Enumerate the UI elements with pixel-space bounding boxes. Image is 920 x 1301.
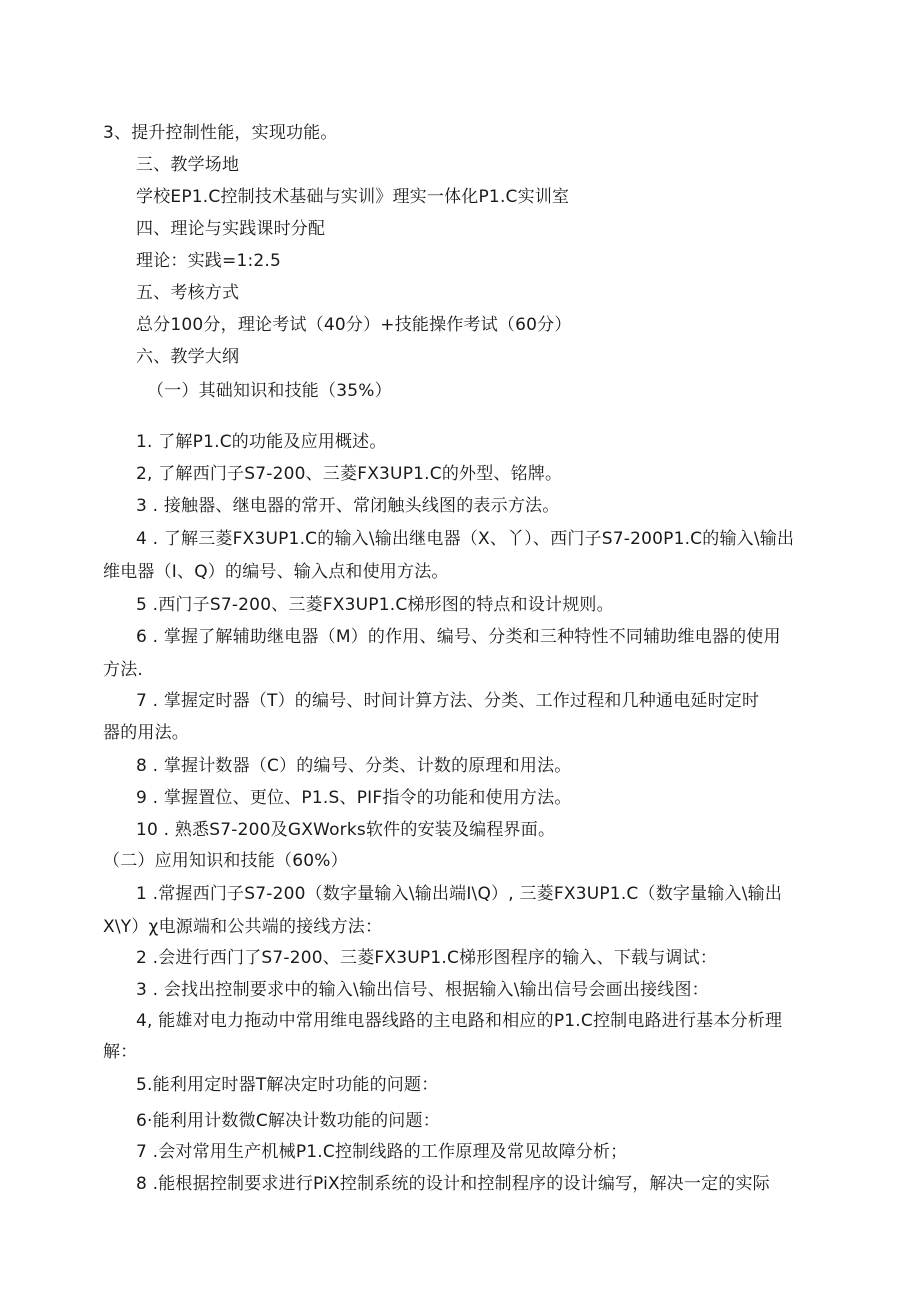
list-item: 6·能利用计数微C解决计数功能的问题： (136, 1111, 440, 1131)
list-item: 5.能利用定时器T解决定时功能的问题： (136, 1075, 439, 1095)
list-item-continuation: X\Y）χ电源端和公共端的接线方法： (103, 917, 383, 937)
list-item: 4, 能雄对电力拖动中常用维电器线路的主电路和相应的P1.C控制电路进行基本分析理 (136, 1011, 783, 1031)
list-item-continuation: 器的用法。 (103, 723, 189, 743)
list-item: 8 . 掌握计数器（C）的编号、分类、计数的原理和用法。 (136, 756, 572, 776)
subsection-heading: （一）其础知识和技能（35%） (147, 381, 392, 401)
list-item: 5 .西门子S7-200、三菱FX3UP1.C梯形图的特点和设计规则。 (136, 595, 614, 615)
list-item: 3 . 接触器、继电器的常开、常闭触头线图的表示方法。 (136, 496, 560, 516)
subsection-heading: （二）应用知识和技能（60%） (103, 851, 348, 871)
list-item: 9 . 掌握置位、更位、P1.S、PIF指令的功能和使用方法。 (136, 788, 572, 808)
list-item: 6 . 掌握了解辅助继电器（M）的作用、编号、分类和三种特性不同辅助维电器的使用 (136, 627, 781, 647)
list-item: 8 .能根据控制要求进行PiX控制系统的设计和控制程序的设计编写，解决一定的实际 (136, 1174, 770, 1194)
list-item: 1. 了解P1.C的功能及应用概述。 (136, 432, 387, 452)
list-item: 3 . 会找出控制要求中的输入\输出信号、根据输入\输出信号会画出接线图： (136, 980, 709, 1000)
text-line: 学校EP1.C控制技术基础与实训》理实一体化P1.C实训室 (136, 187, 570, 207)
list-item: 2 .会进行西门了S7-200、三菱FX3UP1.C梯形图程序的输入、下载与调试： (136, 948, 718, 968)
list-item: 7 .会对常用生产机械P1.C控制线路的工作原理及常见故障分析； (136, 1142, 628, 1162)
list-item: 1 .常握西门子S7-200（数字量输入\输出端I\Q）, 三菱FX3UP1.C（数字量输入\输出 (136, 884, 783, 904)
text-line: 3、提升控制性能，实现功能。 (103, 123, 338, 143)
list-item-continuation: 方法. (103, 660, 144, 680)
section-heading: 六、教学大纲 (136, 347, 240, 367)
section-heading: 三、教学场地 (136, 155, 240, 175)
list-item: 7 . 掌握定时器（T）的编号、时间计算方法、分类、工作过程和几种通电延时定时 (136, 691, 760, 711)
text-line: 总分100分，理论考试（40分）+技能操作考试（60分） (136, 315, 572, 335)
list-item: 10 . 熟悉S7-200及GXWorks软件的安装及编程界面。 (136, 820, 556, 840)
list-item: 2, 了解西门子S7-200、三菱FX3UP1.C的外型、铭牌。 (136, 464, 563, 484)
text-line: 理论：实践=1:2.5 (136, 251, 282, 271)
list-item-continuation: 解： (103, 1042, 138, 1062)
section-heading: 五、考核方式 (136, 283, 240, 303)
list-item-continuation: 维电器（I、Q）的编号、输入点和使用方法。 (103, 562, 449, 582)
list-item: 4 . 了解三菱FX3UP1.C的输入\输出继电器（X、丫）、西门子S7-200P1.C的输入\输出 (136, 529, 795, 549)
section-heading: 四、理论与实践课时分配 (136, 219, 326, 239)
